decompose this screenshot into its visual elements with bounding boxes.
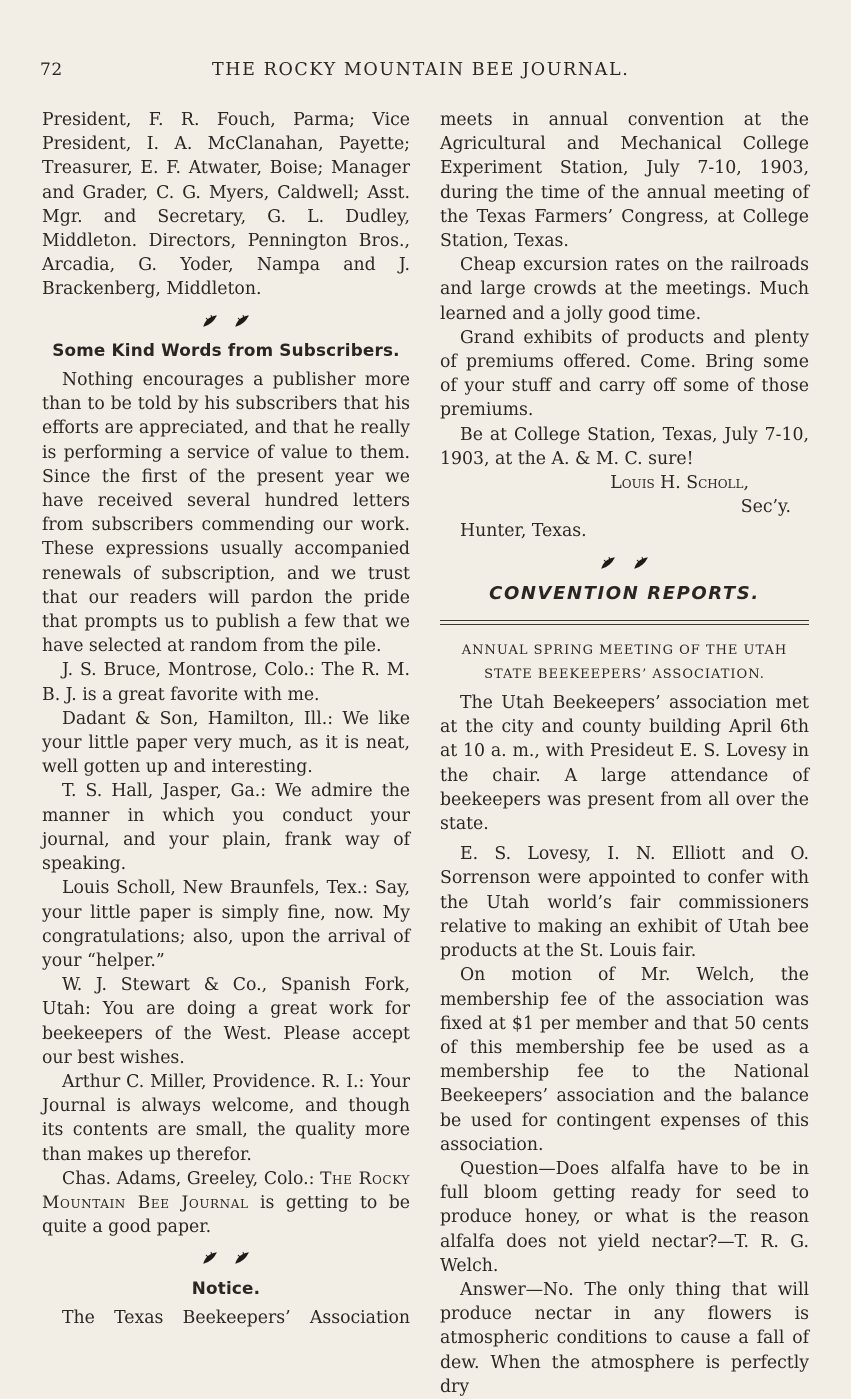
ornament-divider bbox=[42, 308, 410, 332]
page-number: 72 bbox=[40, 60, 63, 80]
testimonial: W. J. Stewart & Co., Spanish Fork, Utah: You are doing a great work for beekeepers of the West. Please accept our best wishes. bbox=[42, 975, 410, 1068]
officers-paragraph: President, F. R. Fouch, Parma; Vice President, I. A. McClanahan, Payette; Treasurer, E. F. Atwater, Boise; Manager and Grader, C. G. Myers, Caldwell; Asst. Mgr. and Secretary, G. L. Dudley, Middleton. Directors, Pennington Bros., Arcadia, G. Yoder, Nampa and J. Brackenberg, Middleton. bbox=[42, 110, 410, 300]
journal-name-smallcaps: The Rocky Mountain Bee Journal bbox=[42, 1168, 410, 1213]
signature-title: Sec’y. bbox=[740, 497, 791, 518]
left-column bbox=[42, 108, 410, 1330]
testimonial-adams bbox=[42, 1167, 410, 1240]
utah-paragraph: On motion of Mr. Welch, the membership fee of the association was fixed at $1 per member and that 50 cents of this membership fee be used as a membership fee to the National Beekeepers’ association and the balance be used for contingent expenses of this association. bbox=[440, 965, 809, 1155]
leaf-ornament-icon bbox=[633, 556, 649, 570]
leaf-ornament-icon bbox=[600, 556, 616, 570]
testimonial: Dadant & Son, Hamilton, Ill.: We like your little paper very much, as it is neat, well gotten up and interesting. bbox=[42, 708, 410, 778]
utah-paragraph: The Utah Beekeepers’ association met at the city and county building April 6th at 10 a. m., with Presideut E. S. Lovesy in the chair. A large attendance of beekeepers was present from all over the state. bbox=[440, 693, 809, 835]
notice-heading: Notice. bbox=[191, 1277, 261, 1298]
testimonial: Arthur C. Miller, Providence. R. I.: Your Journal is always welcome, and though its contents are small, the quality more than makes up therefor. bbox=[42, 1071, 410, 1165]
double-rule-divider bbox=[440, 620, 809, 625]
notice-start: The Texas Beekeepers’ Association bbox=[62, 1307, 410, 1328]
right-column bbox=[440, 108, 809, 1399]
adams-prefix: Chas. Adams, Greeley, Colo.: bbox=[62, 1168, 321, 1189]
utah-subhead-line2: STATE BEEKEEPERS’ ASSOCIATION. bbox=[484, 667, 765, 683]
utah-question: Question—Does alfalfa have to be in full bloom getting ready for seed to produce honey, or what is the reason alfalfa does not yield nectar?—T. R. G. Welch. bbox=[440, 1158, 809, 1276]
signature-place: Hunter, Texas. bbox=[460, 521, 587, 542]
leaf-ornament-icon bbox=[202, 1251, 218, 1265]
testimonial: Louis Scholl, New Braunfels, Tex.: Say, your little paper is simply fine, now. My congratulations; also, upon the arrival of your “helper.” bbox=[42, 878, 410, 971]
utah-meeting-subhead bbox=[440, 639, 809, 687]
kind-words-intro: Nothing encourages a publisher more than to be told by his subscribers that his efforts are appreciated, and that he really is performing a service of value to them. Since the first of the present year we have received several hundred letters from subscribers commending our work. These expressions usually accompanied renewals of subscription, and we trust that our readers will pardon the pride that prompts us to publish a few that we have selected at random from the pile. bbox=[42, 370, 410, 657]
running-title: THE ROCKY MOUNTAIN BEE JOURNAL. bbox=[212, 60, 630, 80]
page-header bbox=[40, 60, 810, 90]
adams-suffix: is getting to be quite a good paper. bbox=[42, 1192, 410, 1238]
leaf-ornament-icon bbox=[202, 314, 218, 328]
testimonial: T. S. Hall, Jasper, Ga.: We admire the manner in which you conduct your journal, and your plain, frank way of speaking. bbox=[42, 781, 410, 875]
ornament-divider bbox=[42, 1245, 410, 1269]
ornament-divider bbox=[440, 550, 809, 574]
convention-reports-heading: CONVENTION REPORTS. bbox=[489, 582, 760, 604]
notice-be-there: Be at College Station, Texas, July 7-10, 1903, at the A. & M. C. sure! bbox=[440, 424, 809, 469]
utah-subhead-line1: ANNUAL SPRING MEETING OF THE UTAH bbox=[461, 643, 788, 659]
leaf-ornament-icon bbox=[234, 314, 250, 328]
notice-cheap-rates: Cheap excursion rates on the railroads and large crowds at the meetings. Much learned and a jolly good time. bbox=[440, 255, 809, 324]
utah-paragraph: E. S. Lovesy, I. N. Elliott and O. Sorrenson were appointed to confer with the Utah world’s fair commissioners relative to making an exhibit of Utah bee products at the St. Louis fair. bbox=[440, 844, 809, 962]
notice-continued: meets in annual convention at the Agricultural and Mechanical College Experiment Station, July 7-10, 1903, during the time of the annual meeting of the Texas Farmers’ Congress, at College Station, Texas. bbox=[440, 110, 809, 252]
leaf-ornament-icon bbox=[234, 1251, 250, 1265]
notice-exhibits: Grand exhibits of products and plenty of premiums offered. Come. Bring some of your stuff and carry off some of those premiums. bbox=[440, 327, 809, 421]
utah-answer: Answer—No. The only thing that will produce nectar in any flowers is atmospheric conditions to cause a fall of dew. When the atmosphere is perfectly dry bbox=[440, 1279, 809, 1397]
testimonial: J. S. Bruce, Montrose, Colo.: The R. M. B. J. is a great favorite with me. bbox=[42, 660, 410, 705]
signature-name: Louis H. Scholl, bbox=[610, 473, 749, 494]
kind-words-heading: Some Kind Words from Subscribers. bbox=[52, 339, 400, 360]
